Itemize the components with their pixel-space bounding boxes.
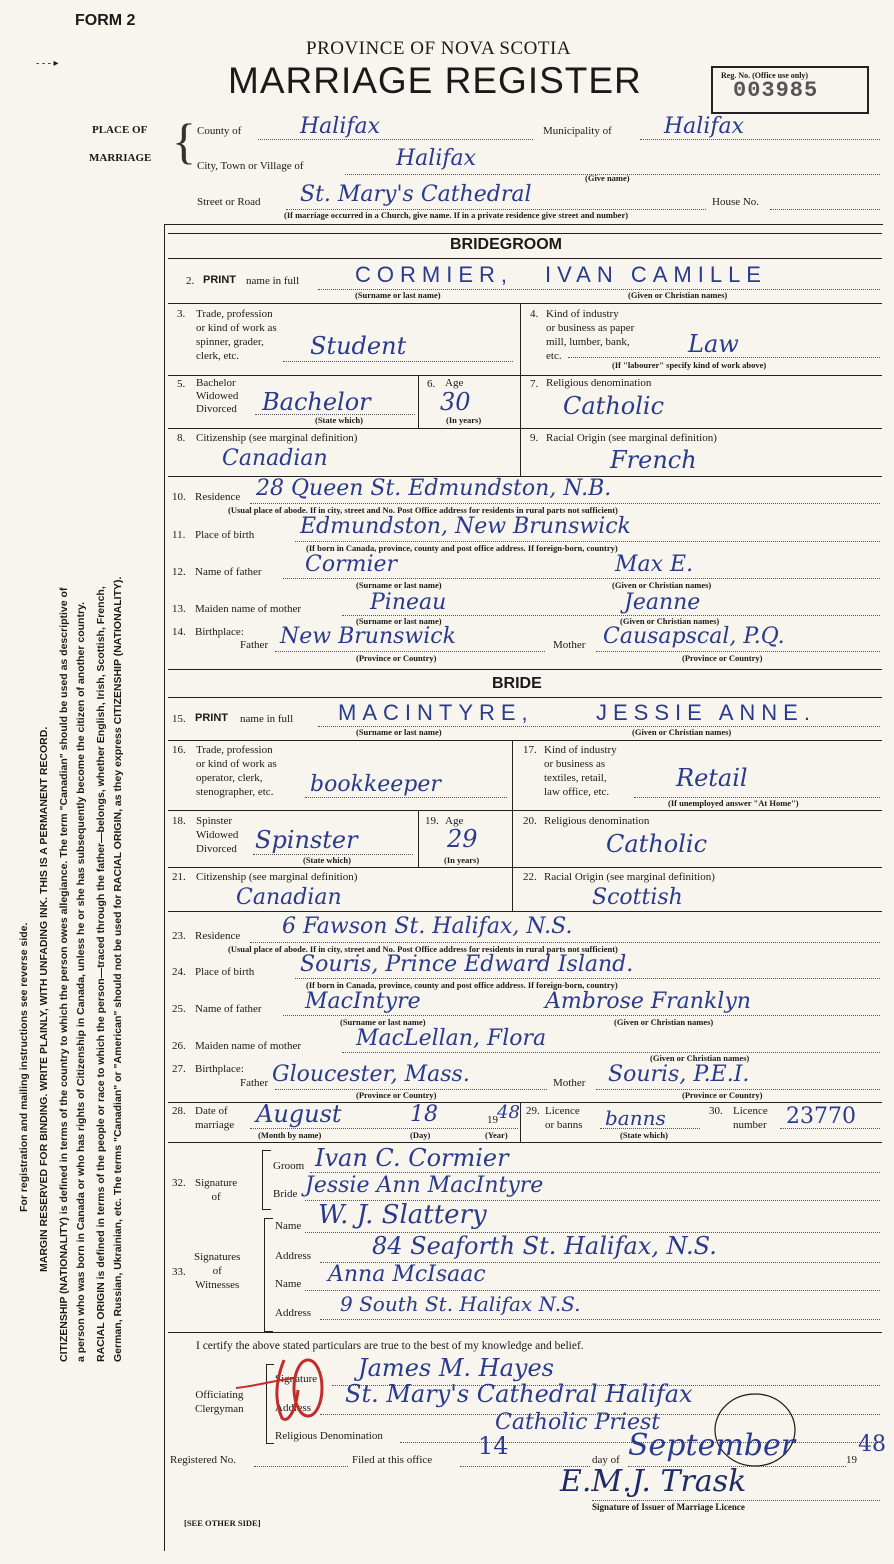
reg-no-value: 003985 — [733, 78, 819, 103]
groom-birth-label: Place of birth — [195, 529, 255, 541]
place-brace: { — [172, 113, 196, 169]
groom-status-caption: (State which) — [315, 415, 363, 425]
sig-bride-label: Bride — [273, 1188, 298, 1200]
clergy-religion-label: Religious Denomination — [275, 1430, 383, 1442]
groom-bp-label: Birthplace: — [195, 626, 244, 638]
bride-status: Spinster — [255, 826, 358, 854]
see-other-side: [SEE OTHER SIDE] — [184, 1518, 261, 1528]
bride-status-cap: (State which) — [303, 855, 351, 865]
bride-res-cap: (Usual place of abode. If in city, street and No. Post Office address for residents in rural parts not sufficient) — [228, 944, 618, 954]
bride-n23: 23. — [172, 930, 186, 942]
municipality-value: Halifax — [664, 114, 745, 139]
bride-racial: Scottish — [592, 885, 683, 910]
bride-n22: 22. — [523, 871, 537, 883]
groom-bp-mother-label: Mother — [553, 639, 586, 651]
sig-bride: Jessie Ann MacIntyre — [305, 1173, 544, 1198]
county-label: County of — [197, 125, 242, 137]
groom-bp-father: New Brunswick — [280, 624, 456, 649]
groom-n8: 8. — [177, 432, 186, 444]
groom-religion: Catholic — [563, 392, 665, 420]
bride-surname-cap: (Surname or last name) — [356, 727, 442, 737]
groom-surname-caption: (Surname or last name) — [355, 290, 441, 300]
bride-status-label: Spinster Widowed Divorced — [196, 815, 239, 855]
margin-line-5: RACIAL ORIGIN is defined in terms of the people or race to which the person—traced through the father—belongs, whether English, Irish, Scottish, French, — [95, 586, 107, 1362]
wit-label: Signatures of Witnesses — [194, 1251, 241, 1291]
groom-print: PRINT — [203, 274, 236, 286]
event-licence-type: banns — [605, 1106, 666, 1130]
bride-birth: Souris, Prince Edward Island. — [300, 952, 634, 977]
clergy-address-label: Address — [275, 1402, 312, 1414]
bride-given: JESSIE ANNE. — [596, 700, 816, 725]
event-n28: 28. — [172, 1105, 186, 1117]
bride-n20: 20. — [523, 815, 537, 827]
groom-n12: 12. — [172, 566, 186, 578]
groom-n6: 6. — [427, 378, 436, 390]
bride-n21: 21. — [172, 871, 186, 883]
groom-mother-surname: Pineau — [370, 590, 447, 615]
event-year: 48 — [497, 1102, 520, 1123]
w1-name-label: Name — [275, 1220, 302, 1232]
groom-age-caption: (In years) — [446, 415, 482, 425]
groom-age-label: Age — [445, 377, 464, 389]
sig-n32: 32. — [172, 1177, 186, 1189]
groom-age: 30 — [440, 388, 471, 416]
groom-given-caption: (Given or Christian names) — [628, 290, 728, 300]
bride-bp-father-cap: (Province or Country) — [356, 1090, 437, 1100]
groom-father-label: Name of father — [195, 566, 262, 578]
event-day-cap: (Day) — [410, 1130, 431, 1140]
groom-bp-mother: Causapscal, P.Q. — [603, 624, 785, 649]
groom-mother-given-cap: (Given or Christian names) — [620, 616, 720, 626]
groom-racial-label: Racial Origin (see marginal definition) — [546, 432, 717, 444]
bride-religion-label: Religious denomination — [544, 815, 650, 827]
groom-racial: French — [610, 446, 697, 474]
bride-bp-father: Gloucester, Mass. — [272, 1062, 470, 1087]
bride-print: PRINT — [195, 712, 228, 724]
street-label: Street or Road — [197, 196, 261, 208]
reg-no-label: Reg. No. (Office use only) — [721, 71, 809, 80]
wit-n33: 33. — [172, 1266, 186, 1278]
groom-status-label: Bachelor Widowed Divorced — [196, 377, 239, 415]
w2-name-label: Name — [275, 1278, 302, 1290]
bride-n15: 15. — [172, 713, 186, 725]
filed-day: 14 — [478, 1432, 509, 1460]
groom-n13: 13. — [172, 603, 186, 615]
bride-father-surname: MacIntyre — [305, 989, 421, 1014]
bride-industry: Retail — [676, 764, 748, 792]
groom-n4: 4. — [530, 308, 539, 320]
bride-residence: 6 Fawson St. Halifax, N.S. — [282, 914, 573, 939]
bride-bp-mother: Souris, P.E.I. — [608, 1062, 750, 1087]
registered-label: Registered No. — [170, 1454, 236, 1466]
wit-brace — [264, 1218, 273, 1332]
place-section-label-2: MARRIAGE — [89, 152, 152, 164]
county-value: Halifax — [300, 114, 381, 139]
bride-n26: 26. — [172, 1040, 186, 1052]
groom-father-given-cap: (Given or Christian names) — [612, 580, 712, 590]
groom-residence: 28 Queen St. Edmundston, N.B. — [256, 476, 612, 501]
sig-groom: Ivan C. Cormier — [315, 1144, 509, 1172]
bride-surname: MACINTYRE, — [338, 700, 534, 725]
city-value: Halifax — [396, 146, 477, 171]
bride-citizen-label: Citizenship (see marginal definition) — [196, 871, 358, 883]
filed-label: Filed at this office — [352, 1454, 433, 1466]
groom-bp-father-label: Father — [240, 639, 269, 651]
bride-mother-label: Maiden name of mother — [195, 1040, 301, 1052]
bride-religion: Catholic — [606, 830, 708, 858]
bride-birth-cap: (If born in Canada, province, county and post office address. If foreign-born, country) — [306, 980, 618, 990]
event-licence-no: 23770 — [786, 1104, 856, 1129]
bride-bp-father-label: Father — [240, 1077, 269, 1089]
bride-n19: 19. — [425, 815, 439, 827]
groom-industry-caption: (If "labourer" specify kind of work above) — [612, 360, 767, 370]
event-state-cap: (State which) — [620, 1130, 668, 1140]
filed-year-prefix: 19 — [846, 1454, 857, 1466]
clergy-sig-label: Signature — [275, 1373, 318, 1385]
province-title: PROVINCE OF NOVA SCOTIA — [306, 38, 572, 59]
event-date-label: Date of marriage — [195, 1105, 235, 1131]
groom-n3: 3. — [177, 308, 186, 320]
bride-father-label: Name of father — [195, 1003, 262, 1015]
margin-line-6: German, Russian, Ukrainian, etc. The terms "Canadian" or "American" should not be used for RACIAL ORIGIN, as they express CITIZENSHIP (NATIONALITY). — [112, 576, 124, 1362]
page-title: MARRIAGE REGISTER — [228, 60, 642, 101]
w2-name: Anna McIsaac — [328, 1262, 486, 1287]
groom-n2: 2. — [186, 275, 195, 287]
city-label: City, Town or Village of — [197, 160, 304, 172]
bride-n24: 24. — [172, 966, 186, 978]
red-check-mark — [226, 1340, 336, 1430]
event-licence-no-label: Licence number — [733, 1105, 768, 1131]
margin-line-1: For registration and mailing instructions see reverse side. — [18, 922, 30, 1212]
bride-bp-mother-label: Mother — [553, 1077, 586, 1089]
sig-label: Signature of — [195, 1177, 238, 1203]
groom-trade-label: Trade, profession or kind of work as spinner, grader, clerk, etc. — [196, 308, 277, 362]
groom-given: IVAN CAMILLE — [545, 262, 767, 287]
groom-mother-surname-cap: (Surname or last name) — [356, 616, 442, 626]
groom-father-surname-cap: (Surname or last name) — [356, 580, 442, 590]
bride-citizen: Canadian — [236, 885, 342, 910]
place-section-label-1: PLACE OF — [92, 124, 148, 136]
give-name-caption: (Give name) — [585, 173, 630, 183]
groom-status: Bachelor — [262, 388, 371, 416]
margin-line-4: a person who was born in Canada or who has rights of Citizenship in Canada, unless he or she has subsequently become the citizen of another country. — [75, 601, 87, 1362]
groom-n11: 11. — [172, 529, 186, 541]
bride-industry-cap: (If unemployed answer "At Home") — [668, 798, 799, 808]
bride-heading: BRIDE — [492, 675, 542, 692]
groom-heading: BRIDEGROOM — [450, 236, 562, 253]
bride-industry-label: Kind of industry or business as textiles, retail, law office, etc. — [544, 744, 617, 798]
bride-res-label: Residence — [195, 930, 241, 942]
groom-n10: 10. — [172, 491, 186, 503]
house-no-label: House No. — [712, 196, 760, 208]
groom-industry-label: Kind of industry or business as paper mill, lumber, bank, etc. — [546, 308, 635, 362]
clergy-sig: James M. Hayes — [358, 1354, 554, 1382]
corner-mark: - - - ▸ — [36, 58, 59, 69]
groom-surname: CORMIER, — [355, 262, 513, 287]
groom-n14: 14. — [172, 626, 186, 638]
bride-racial-label: Racial Origin (see marginal definition) — [544, 871, 715, 883]
bride-name-label: name in full — [240, 713, 294, 725]
groom-father-surname: Cormier — [305, 552, 398, 577]
bride-n27: 27. — [172, 1063, 186, 1075]
groom-father-given: Max E. — [615, 552, 694, 577]
bride-age-label: Age — [445, 815, 464, 827]
bride-mother: MacLellan, Flora — [356, 1026, 547, 1051]
street-note: (If marriage occurred in a Church, give name. If in a private residence give street and number) — [284, 210, 629, 220]
event-n29: 29. — [526, 1105, 540, 1117]
groom-birth: Edmundston, New Brunswick — [300, 514, 631, 539]
bride-father-given: Ambrose Franklyn — [545, 989, 751, 1014]
groom-citizen: Canadian — [222, 446, 328, 471]
w1-address-label: Address — [275, 1250, 312, 1262]
groom-n5: 5. — [177, 378, 186, 390]
groom-res-label: Residence — [195, 491, 241, 503]
filed-month: September — [628, 1428, 796, 1463]
sig-groom-label: Groom — [273, 1160, 305, 1172]
bride-bp-label: Birthplace: — [195, 1063, 244, 1075]
form-number: FORM 2 — [75, 12, 136, 29]
issuer-caption: Signature of Issuer of Marriage Licence — [592, 1502, 745, 1512]
bride-birth-label: Place of birth — [195, 966, 255, 978]
groom-industry: Law — [688, 330, 739, 358]
groom-bp-father-cap: (Province or Country) — [356, 653, 437, 663]
bride-mother-given-cap: (Given or Christian names) — [650, 1053, 750, 1063]
bride-father-surname-cap: (Surname or last name) — [340, 1017, 426, 1027]
bride-n25: 25. — [172, 1003, 186, 1015]
filed-year: 48 — [858, 1432, 886, 1457]
w2-address-label: Address — [275, 1307, 312, 1319]
groom-religion-label: Religious denomination — [546, 377, 652, 389]
clergy-religion: Catholic Priest — [495, 1410, 661, 1435]
w2-address: 9 South St. Halifax N.S. — [340, 1292, 581, 1316]
street-value: St. Mary's Cathedral — [300, 182, 532, 207]
groom-citizen-label: Citizenship (see marginal definition) — [196, 432, 358, 444]
bride-age-cap: (In years) — [444, 855, 480, 865]
clergy-label: Officiating Clergyman — [195, 1389, 244, 1415]
groom-res-caption: (Usual place of abode. If in city, street and No. Post Office address for residents in rural parts not sufficient) — [228, 505, 618, 515]
bride-age: 29 — [447, 825, 478, 853]
groom-n9: 9. — [530, 432, 539, 444]
w1-address: 84 Seaforth St. Halifax, N.S. — [372, 1232, 717, 1260]
event-month: August — [256, 1100, 342, 1128]
groom-n7: 7. — [530, 378, 539, 390]
sig-brace — [262, 1150, 271, 1210]
groom-birth-caption: (If born in Canada, province, county and post office address. If foreign-born, country) — [306, 543, 618, 553]
groom-trade: Student — [310, 332, 407, 360]
bride-n16: 16. — [172, 744, 186, 756]
margin-instructions — [18, 262, 148, 1362]
municipality-label: Municipality of — [543, 125, 612, 137]
issuer-signature: E.M.J. Trask — [560, 1464, 747, 1499]
event-year-cap: (Year) — [485, 1130, 508, 1140]
groom-bp-mother-cap: (Province or Country) — [682, 653, 763, 663]
clergy-address: St. Mary's Cathedral Halifax — [345, 1380, 693, 1408]
certify-text: I certify the above stated particulars are true to the best of my knowledge and belief. — [196, 1340, 584, 1352]
bride-trade-label: Trade, profession or kind of work as operator, clerk, stenographer, etc. — [196, 744, 277, 798]
groom-mother-label: Maiden name of mother — [195, 603, 301, 615]
day-of-label: day of — [592, 1454, 620, 1466]
event-n30: 30. — [709, 1105, 723, 1117]
bride-n17: 17. — [523, 744, 537, 756]
event-licence-label: Licence or banns — [545, 1105, 583, 1131]
w1-name: W. J. Slattery — [318, 1200, 487, 1230]
event-month-cap: (Month by name) — [258, 1130, 322, 1140]
event-year-prefix: 19 — [487, 1114, 498, 1126]
groom-name-label: name in full — [246, 275, 300, 287]
bride-bp-mother-cap: (Province or Country) — [682, 1090, 763, 1100]
groom-mother-given: Jeanne — [624, 590, 701, 615]
bride-father-given-cap: (Given or Christian names) — [614, 1017, 714, 1027]
bride-n18: 18. — [172, 815, 186, 827]
event-day: 18 — [410, 1102, 438, 1127]
margin-line-2: MARGIN RESERVED FOR BINDING. WRITE PLAINLY, WITH UNFADING INK. THIS IS A PERMANENT RECORD. — [38, 726, 50, 1272]
reg-no-box — [711, 66, 869, 114]
bride-given-cap: (Given or Christian names) — [632, 727, 732, 737]
bride-trade: bookkeeper — [310, 772, 441, 797]
margin-line-3: CITIZENSHIP (NATIONALITY) is defined in terms of the country to which the person owes allegiance. The term "Canadian" should be used as descriptive of — [58, 587, 70, 1362]
